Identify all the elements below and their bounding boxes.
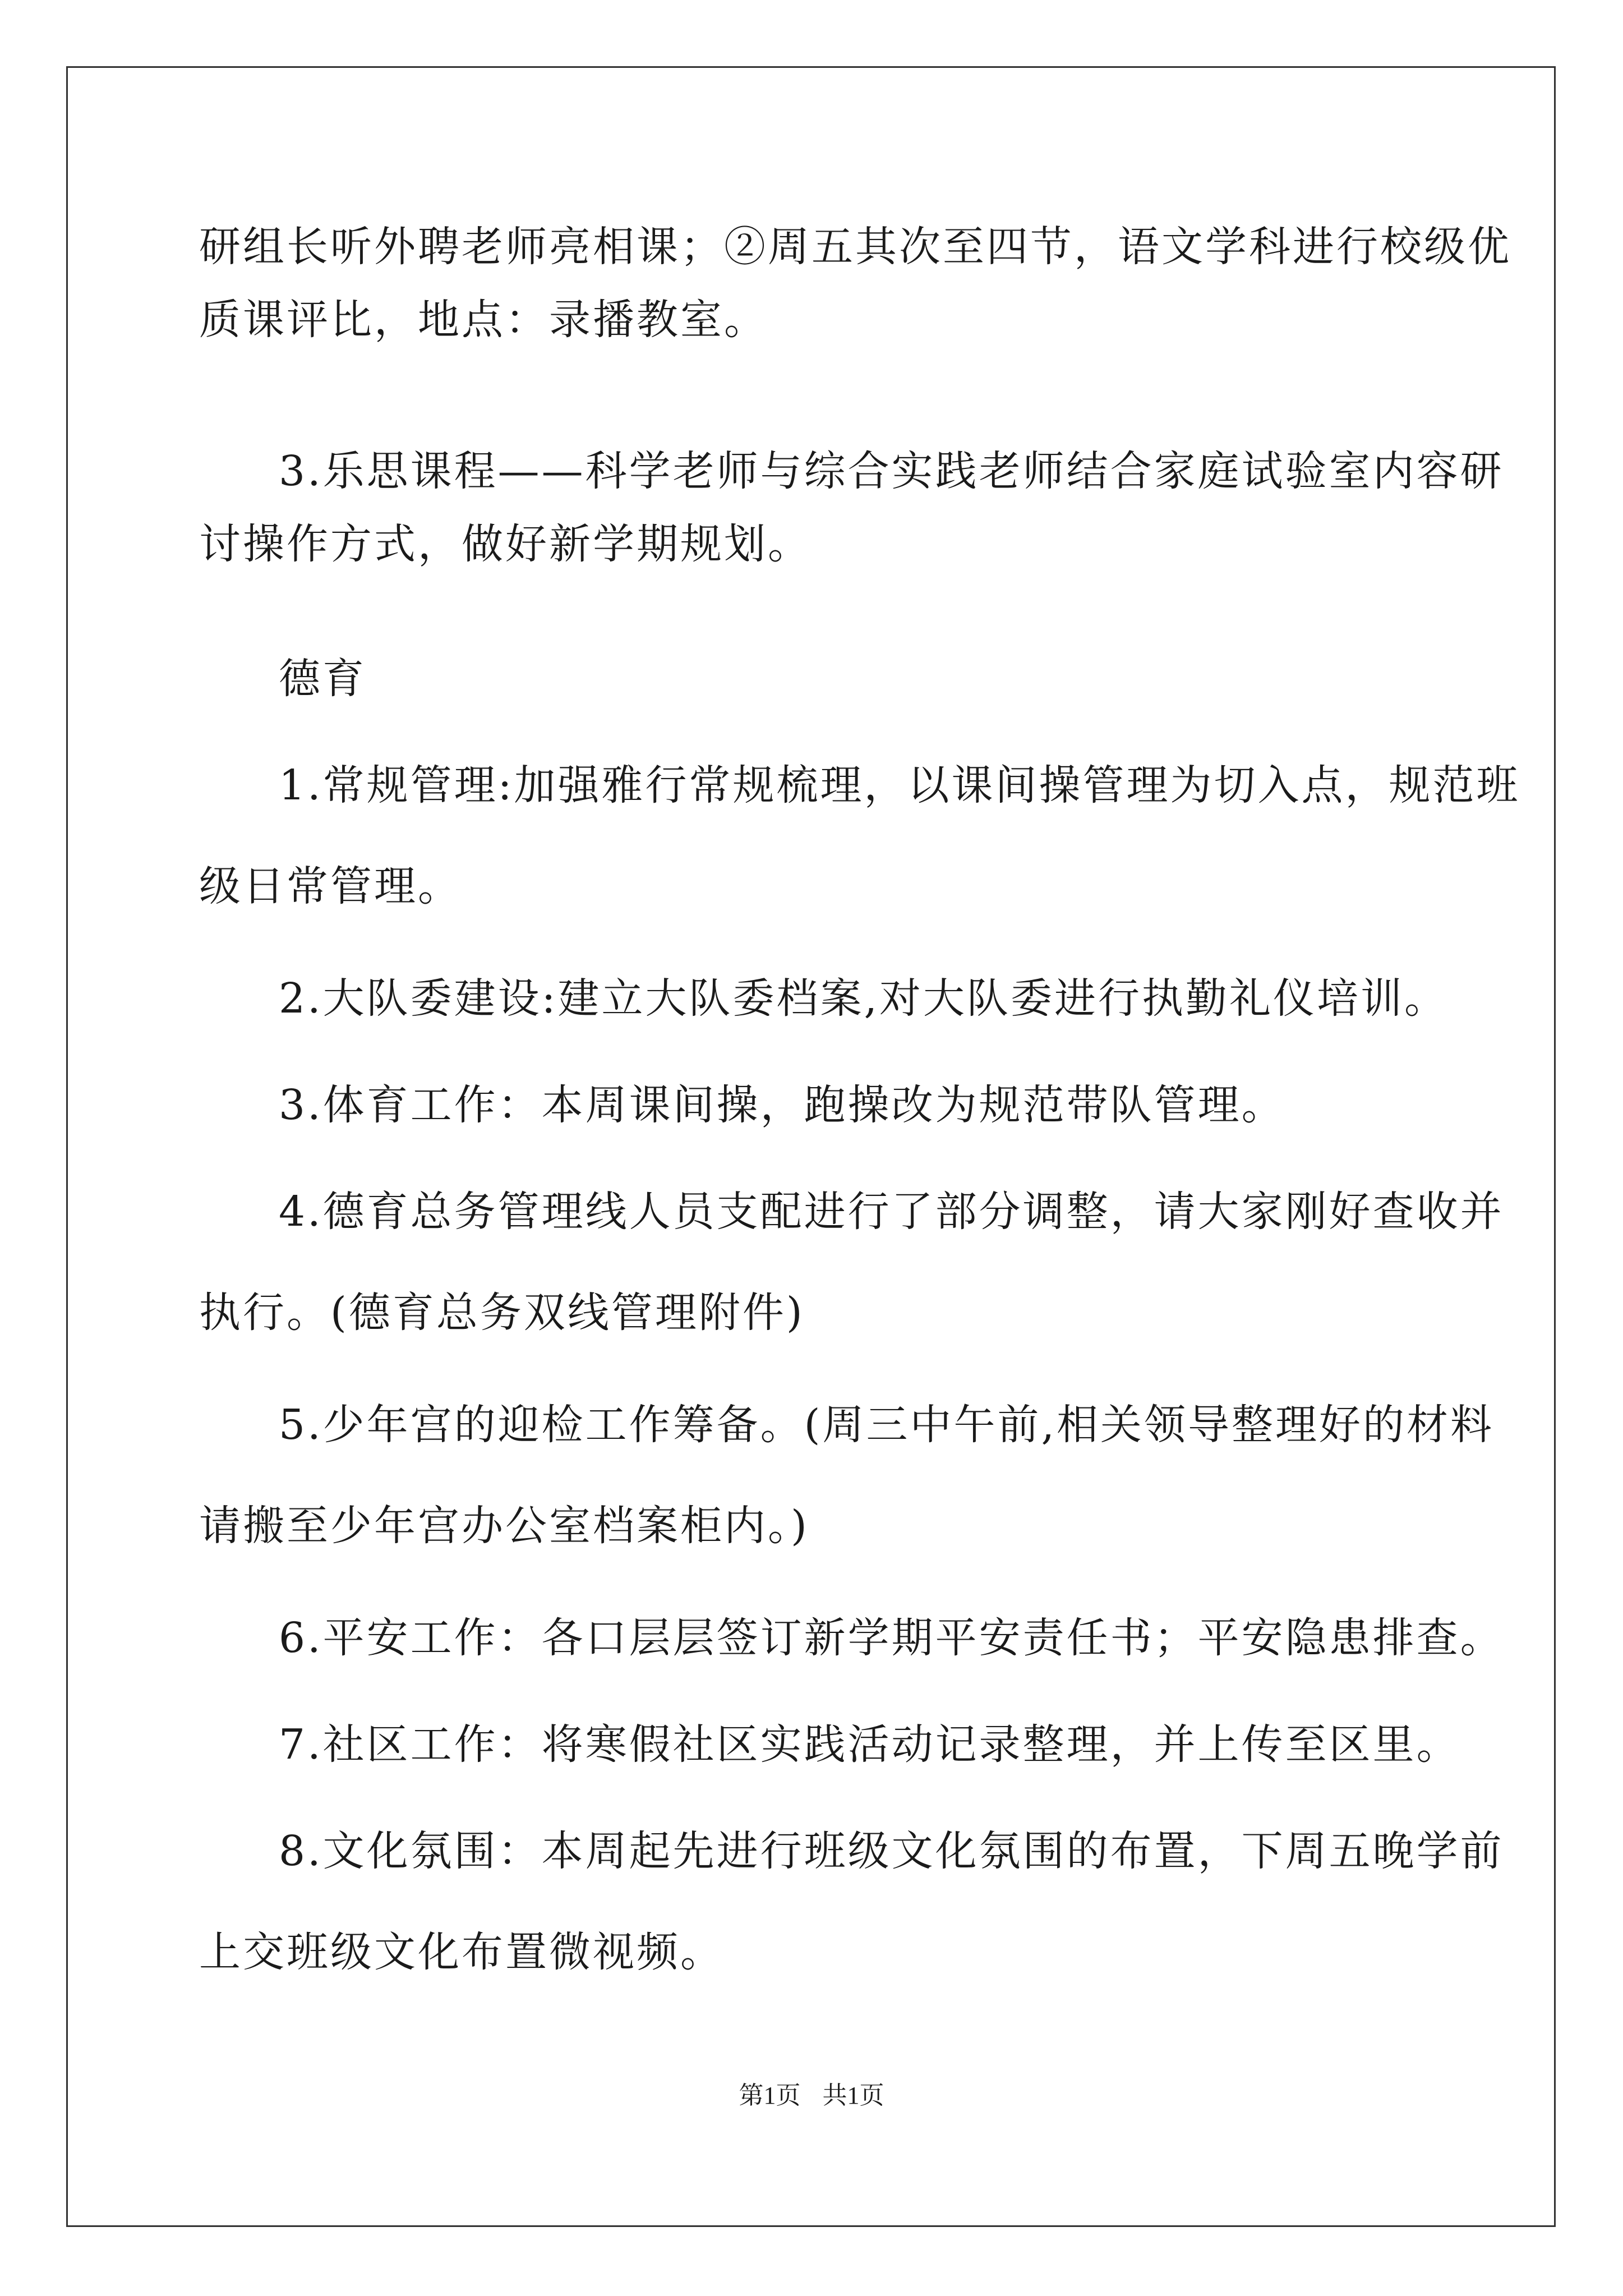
page-footer xyxy=(0,2079,1623,2113)
paragraph-line: 3.乐思课程——科学老师与综合实践老师结合家庭试验室内容研 xyxy=(279,447,1504,495)
paragraph-line: 质课评比，地点：录播教室。 xyxy=(199,296,768,344)
paragraph-line: 上交班级文化布置微视频。 xyxy=(199,1928,724,1976)
page-border xyxy=(66,66,1556,2227)
paragraph-line: 8.文化氛围：本周起先进行班级文化氛围的布置，下周五晚学前 xyxy=(279,1827,1504,1875)
paragraph-line: 研组长听外聘老师亮相课；②周五其次至四节，语文学科进行校级优 xyxy=(199,223,1511,271)
paragraph-line: 5.少年宫的迎检工作筹备。(周三中午前,相关领导整理好的材料 xyxy=(279,1401,1494,1449)
page-total: 共1页 xyxy=(822,2082,884,2109)
paragraph-line: 1.常规管理:加强雅行常规梳理，以课间操管理为切入点，规范班 xyxy=(279,761,1520,809)
paragraph-line: 7.社区工作：将寒假社区实践活动记录整理，并上传至区里。 xyxy=(279,1720,1460,1769)
paragraph-line: 级日常管理。 xyxy=(199,862,462,910)
paragraph-line: 讨操作方式，做好新学期规划。 xyxy=(199,520,811,568)
paragraph-line: 2.大队委建设:建立大队委档案,对大队委进行执勤礼仪培训。 xyxy=(279,974,1449,1023)
page-number: 第1页 xyxy=(739,2082,801,2109)
paragraph-line: 4.德育总务管理线人员支配进行了部分调整，请大家刚好查收并 xyxy=(279,1188,1504,1236)
paragraph-line: 3.体育工作：本周课间操，跑操改为规范带队管理。 xyxy=(279,1081,1285,1129)
paragraph-line: 6.平安工作：各口层层签订新学期平安责任书；平安隐患排查。 xyxy=(279,1614,1504,1662)
paragraph-line: 请搬至少年宫办公室档案柜内。) xyxy=(199,1502,809,1550)
paragraph-line: 执行。(德育总务双线管理附件) xyxy=(199,1289,805,1337)
section-heading: 德育 xyxy=(279,655,366,703)
